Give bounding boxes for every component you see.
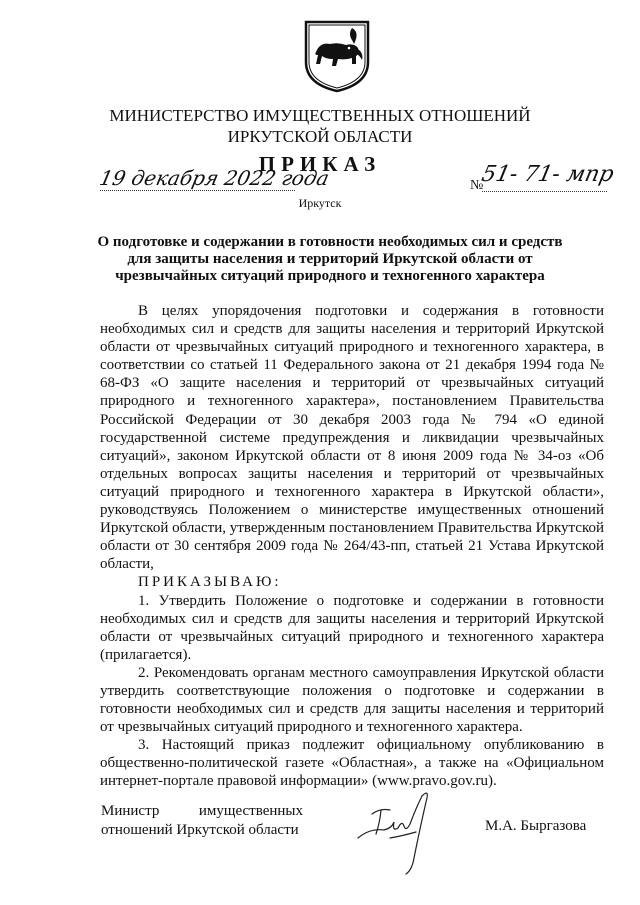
signatory-position: [101, 802, 303, 840]
position-line-2: отношений Иркутской области: [101, 822, 299, 838]
order-number-handwritten: 51- 71- мпр: [479, 162, 617, 187]
number-underline: [482, 191, 607, 192]
date-underline: [100, 190, 295, 191]
ministry-line-2: ИРКУТСКОЙ ОБЛАСТИ: [227, 127, 413, 146]
irkutsk-coat-of-arms-icon: [302, 18, 372, 94]
ministry-line-1: МИНИСТЕРСТВО ИМУЩЕСТВЕННЫХ ОТНОШЕНИЙ: [109, 106, 531, 125]
item-3-paragraph: 3. Настоящий приказ подлежит официальному опубликованию в общественно-политической газете «Областная», а также на «Официальном интернет-портале правовой информации» (www.pravo.gov.ru).: [100, 737, 604, 790]
ministry-heading: [0, 105, 640, 147]
position-word-1: Министр: [101, 803, 160, 819]
order-date-handwritten: 19 декабря 2022 года: [97, 166, 332, 190]
position-word-2: имущественных: [198, 803, 303, 819]
city-name: Иркутск: [298, 196, 342, 210]
order-title: ПРИКАЗ: [258, 152, 382, 176]
handwritten-signature-icon: [350, 778, 450, 878]
signatory-name: М.А. Быргазова: [485, 818, 587, 834]
item-2-paragraph: 2. Рекомендовать органам местного самоуправления Иркутской области утвердить соответствующие положения о подготовке и содержании в готовности необходимых сил и средств для защиты населения и территорий от чрезвычайных ситуаций природного и техногенного характера.: [100, 664, 604, 736]
order-subject: О подготовке и содержании в готовности необходимых сил и средств для защиты населения и территорий Иркутской области от чрезвычайных ситуаций природного и техногенного характера: [97, 234, 563, 284]
order-number-prefix: №: [470, 178, 484, 193]
order-body: [100, 302, 604, 791]
decree-word: ПРИКАЗЫВАЮ:: [138, 574, 282, 591]
preamble-paragraph: В целях упорядочения подготовки и содержания в готовности необходимых сил и средств для защиты населения и территорий Иркутской области от чрезвычайных ситуаций природного и техногенного характера, в соответствии со статьей 11 Федерального закона от 21 декабря 1994 года № 68-ФЗ «О защите населения и территорий от чрезвычайных ситуаций природного и техногенного характера», постановлением Правительства Российской Федерации от 30 декабря 2003 года № 794 «О единой государственной системе предупреждения и ликвидации чрезвычайных ситуаций», законом Иркутской области от 8 июня 2009 года № 34-оз «Об отдельных вопросах защиты населения и территорий от чрезвычайных ситуаций природного и техногенного характера в Иркутской области», руководствуясь Положением о министерстве имущественных отношений Иркутской области, утвержденным постановлением Правительства Иркутской области от 30 сентября 2009 года № 264/43-пп, статьей 21 Устава Иркутской области,: [100, 303, 604, 573]
item-1-paragraph: 1. Утвердить Положение о подготовке и содержании в готовности необходимых сил и средств для защиты населения и территорий Иркутской области от чрезвычайных ситуаций природного и техногенного характера (прилагается).: [100, 592, 604, 663]
